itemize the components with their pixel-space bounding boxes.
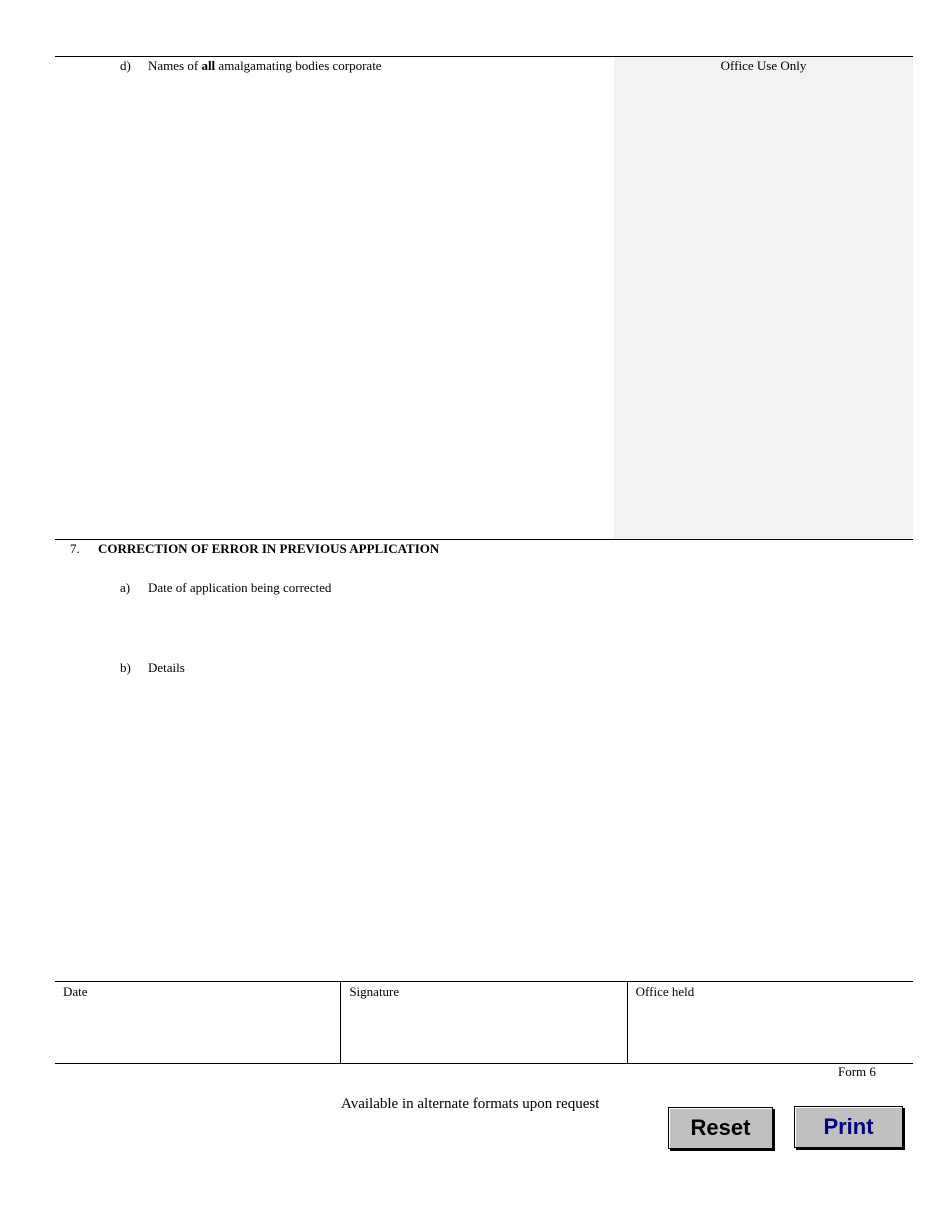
form-number: Form 6 [838, 1064, 876, 1079]
signature-label: Signature [349, 984, 400, 999]
item-d-marker: d) [120, 58, 131, 73]
item-d-label [148, 58, 382, 74]
item-d-label-bold: all [201, 58, 216, 73]
item-7a-label: Date of application being corrected [148, 580, 332, 595]
section-7-rule [55, 539, 913, 540]
date-cell[interactable] [55, 982, 340, 1063]
office-held-cell[interactable] [627, 982, 913, 1063]
office-held-label: Office held [635, 984, 695, 999]
item-d-label-pre: Names of [148, 58, 202, 73]
item-7b-marker: b) [120, 660, 131, 675]
print-button[interactable]: Print [794, 1106, 903, 1148]
item-7a-marker: a) [120, 580, 131, 595]
reset-button[interactable]: Reset [668, 1107, 773, 1149]
office-use-panel [614, 57, 913, 538]
date-label: Date [63, 984, 88, 999]
signature-cell[interactable] [340, 982, 626, 1063]
signature-table [55, 981, 913, 1064]
alternate-formats-note: Available in alternate formats upon request [341, 1096, 600, 1112]
office-use-label: Office Use Only [720, 58, 807, 73]
section-7-number: 7. [70, 541, 80, 556]
section-7-heading: CORRECTION OF ERROR IN PREVIOUS APPLICATION [98, 541, 440, 556]
item-7b-label: Details [148, 660, 185, 675]
item-d-label-post: amalgamating bodies corporate [215, 58, 382, 73]
